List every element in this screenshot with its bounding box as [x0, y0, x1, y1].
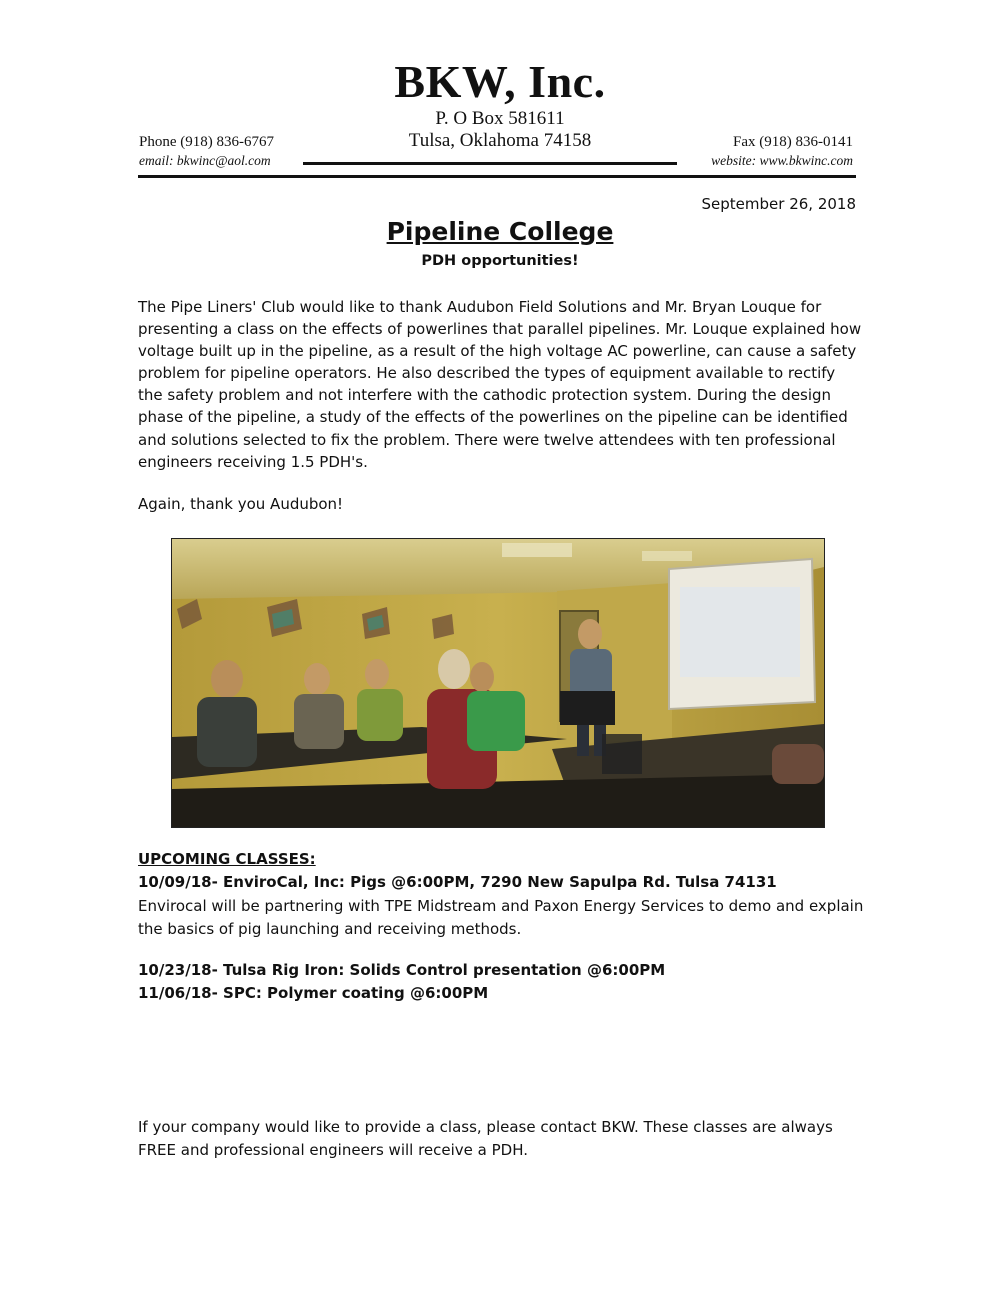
page-subtitle: PDH opportunities!	[421, 253, 579, 269]
city-line: Tulsa, Oklahoma 74158	[408, 130, 592, 151]
class-item-3: 11/06/18- SPC: Polymer coating @6:00PM	[138, 984, 489, 1002]
class-item-1: 10/09/18- EnviroCal, Inc: Pigs @6:00PM, 7290 New Sapulpa Rd. Tulsa 74131	[138, 873, 777, 891]
letterhead-divider-top	[303, 162, 677, 165]
fax-number: Fax (918) 836-0141	[733, 134, 853, 150]
upcoming-classes-heading: UPCOMING CLASSES:	[138, 850, 316, 868]
company-name: BKW, Inc.	[394, 56, 606, 107]
thanks-line: Again, thank you Audubon!	[138, 495, 344, 513]
po-box: P. O Box 581611	[435, 108, 565, 129]
class-item-2: 10/23/18- Tulsa Rig Iron: Solids Control presentation @6:00PM	[138, 961, 666, 979]
class-item-1-description: Envirocal will be partnering with TPE Midstream and Paxon Energy Services to demo and explain the basics of pig launching and receiving methods.	[138, 897, 864, 938]
letterhead-divider	[138, 175, 856, 178]
body-paragraph: The Pipe Liners' Club would like to thank Audubon Field Solutions and Mr. Bryan Louque for presenting a class on the effects of powerlines that parallel pipelines. Mr. Louque explained how voltage built up in the pipeline, as a result of the high voltage AC powerline, can cause a safety problem for pipeline operators. He also described the types of equipment available to rectify the safety problem and not interfere with the cathodic protection system. During the design phase of the pipeline, a study of the effects of the powerlines on the pipeline can be identified and solutions selected to fix the problem. There were twelve attendees with ten professional engineers receiving 1.5 PDH's.	[138, 298, 862, 471]
email-address: email: bkwinc@aol.com	[139, 153, 271, 168]
class-photo	[171, 538, 825, 828]
closing-paragraph: If your company would like to provide a class, please contact BKW. These classes are always FREE and professional engineers will receive a PDH.	[138, 1118, 833, 1159]
page-title: Pipeline College	[386, 217, 614, 246]
website-address: website: www.bkwinc.com	[711, 153, 853, 168]
phone-number: Phone (918) 836-6767	[139, 134, 274, 150]
letter-date: September 26, 2018	[701, 195, 856, 213]
